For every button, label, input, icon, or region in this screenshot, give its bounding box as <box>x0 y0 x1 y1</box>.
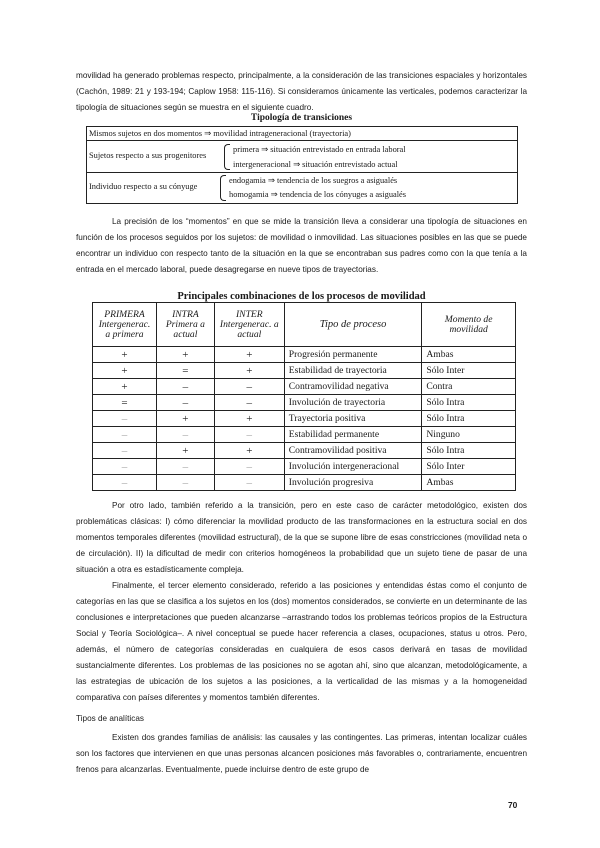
typology-row3-label: Individuo respecto a su cónyuge <box>89 182 198 191</box>
left-brace-icon <box>224 144 230 170</box>
cell-inter: – <box>214 459 284 475</box>
cell-intra: = <box>156 363 214 379</box>
cell-intra: – <box>156 395 214 411</box>
cell-tipo: Involución intergeneracional <box>284 459 422 475</box>
cell-primera: – <box>93 411 157 427</box>
cell-primera: + <box>93 379 157 395</box>
cell-inter: – <box>214 395 284 411</box>
cell-inter: + <box>214 363 284 379</box>
typology-box <box>86 126 518 204</box>
cell-primera: + <box>93 363 157 379</box>
table-row <box>93 363 516 379</box>
paragraph-tipos: Existen dos grandes familias de análisis: las causales y las contingentes. Las primeras, intentan localizar cuáles son los factores que intervienen en que unas personas alcancen posiciones más favorables o, contrariamente, encuentren frenos para alcanzarlas. Eventualmente, puede incluirse dentro de este grupo de <box>76 733 527 774</box>
mobility-table <box>92 302 516 491</box>
cell-inter: + <box>214 443 284 459</box>
cell-primera: – <box>93 475 157 491</box>
header-momento: Momento de movilidad <box>422 303 516 347</box>
cell-intra: – <box>156 475 214 491</box>
cell-primera: = <box>93 395 157 411</box>
header-tipo: Tipo de proceso <box>284 303 422 347</box>
cell-inter: – <box>214 379 284 395</box>
typology-row3-a: endogamia ⇒ tendencia de los suegros a asigualés <box>229 176 398 185</box>
cell-tipo: Contramovilidad negativa <box>284 379 422 395</box>
cell-inter: + <box>214 347 284 363</box>
table-row <box>93 459 516 475</box>
cell-primera: – <box>93 459 157 475</box>
section-heading-tipos: Tipos de analíticas <box>76 714 144 723</box>
table-row <box>93 347 516 363</box>
paragraph-finalmente: Finalmente, el tercer elemento considerado, referido a las posiciones y entendidas éstas como el conjunto de categorías en las que se clasifica a los sujetos en los (dos) momentos considerados, se convierte en un determinante de las conclusiones e interpretaciones que pueden alcanzarse –arrastrando todos los problemas teóricos propios de la Estructura Social y Teoría Sociológica–. A nivel conceptual se puede hacer referencia a clases, ocupaciones, status u otros. Pero, además, el número de categorías consideradas en cualquiera de esos casos derivará en tasas de movilidad sustancialmente diferentes. Los problemas de las posiciones no se agotan ahí, sino que alcanzan, metodológicamente, a las estrategias de ubicación de los sujetos a las posiciones, a la verticalidad de las mismas y a la homogeneidad comparativa con países diferentes y momentos también diferentes. <box>76 581 527 702</box>
cell-tipo: Involución progresiva <box>284 475 422 491</box>
cell-primera: + <box>93 347 157 363</box>
cell-tipo: Estabilidad permanente <box>284 427 422 443</box>
header-intra: INTRA Primera a actual <box>156 303 214 347</box>
cell-momento: Ambas <box>422 475 516 491</box>
cell-tipo: Progresión permanente <box>284 347 422 363</box>
cell-momento: Sólo Inter <box>422 363 516 379</box>
cell-inter: – <box>214 475 284 491</box>
typology-row1-text: Mismos sujetos en dos momentos ⇒ movilidad intrageneracional (trayectoria) <box>89 129 351 138</box>
table-row <box>93 411 516 427</box>
table-row <box>93 379 516 395</box>
cell-primera: – <box>93 427 157 443</box>
header-primera: PRIMERA Intergenerac. a primera <box>93 303 157 347</box>
cell-intra: + <box>156 411 214 427</box>
cell-intra: + <box>156 347 214 363</box>
cell-tipo: Estabilidad de trayectoria <box>284 363 422 379</box>
cell-momento: Sólo Intra <box>422 411 516 427</box>
table-row <box>93 395 516 411</box>
cell-momento: Ninguno <box>422 427 516 443</box>
cell-momento: Sólo Intra <box>422 395 516 411</box>
cell-momento: Sólo Intra <box>422 443 516 459</box>
typology-row2-label: Sujetos respecto a sus progenitores <box>89 151 207 160</box>
cell-tipo: Contramovilidad positiva <box>284 443 422 459</box>
table-row <box>93 475 516 491</box>
typology-row-spouse <box>87 173 517 203</box>
left-brace-icon <box>220 175 226 201</box>
cell-momento: Contra <box>422 379 516 395</box>
cell-tipo: Trayectoria positiva <box>284 411 422 427</box>
typology-row3-b: homogamia ⇒ tendencia de los cónyuges a asigualés <box>229 190 407 199</box>
typology-row2-b: intergeneracional ⇒ situación entrevistado actual <box>233 160 398 169</box>
mobility-table-header-row <box>93 303 516 347</box>
cell-inter: + <box>214 411 284 427</box>
header-inter: INTER Intergenerac. a actual <box>214 303 284 347</box>
cell-intra: + <box>156 443 214 459</box>
paragraph-otro-lado: Por otro lado, también referido a la transición, pero en este caso de carácter metodológico, existen dos problemáticas clásicas: I) cómo diferenciar la movilidad producto de las transformaciones en la estructura social en dos momentos temporales diferentes (movilidad estructural), de la que se supone libre de esas constricciones (movilidad neta o de circulación). II) la dificultad de medir con criterios homogéneos la probabilidad que un sujeto tiene de pasar de una situación a otra es estadísticamente compleja. <box>76 501 527 574</box>
cell-intra: – <box>156 427 214 443</box>
cell-primera: – <box>93 443 157 459</box>
cell-inter: – <box>214 427 284 443</box>
page-number: 70 <box>508 800 518 810</box>
mobility-table-title: Principales combinaciones de los procesos de movilidad <box>177 291 426 302</box>
typology-row-same-subjects <box>87 127 517 141</box>
cell-momento: Ambas <box>422 347 516 363</box>
cell-tipo: Involución de trayectoria <box>284 395 422 411</box>
cell-intra: – <box>156 459 214 475</box>
typology-row-progenitors <box>87 141 517 173</box>
table-row <box>93 443 516 459</box>
paragraph-precision: La precisión de los “momentos” en que se mide la transición lleva a considerar una tipología de situaciones en función de los procesos seguidos por los sujetos: de movilidad o inmovilidad. Las situaciones posibles en las que se puede encontrar un individuo con respecto tanto de la situación en la que se encontraban sus padres como con la que tenía a la entrada en el mercado laboral, puede desagregarse en nueve tipos de trayectorias. <box>76 217 527 274</box>
table-row <box>93 427 516 443</box>
typology-row2-a: primera ⇒ situación entrevistado en entrada laboral <box>233 145 406 154</box>
cell-momento: Sólo Inter <box>422 459 516 475</box>
cell-intra: – <box>156 379 214 395</box>
paragraph-intro: movilidad ha generado problemas respecto, principalmente, a la consideración de las transiciones espaciales y horizontales (Cachón, 1989: 21 y 193-194; Caplow 1958: 115-116). Si consideramos únicamente las verticales, podemos caracterizar la tipología de situaciones según se muestra en el siguiente cuadro. <box>76 71 527 112</box>
typology-title: Tipología de transiciones <box>250 113 353 123</box>
